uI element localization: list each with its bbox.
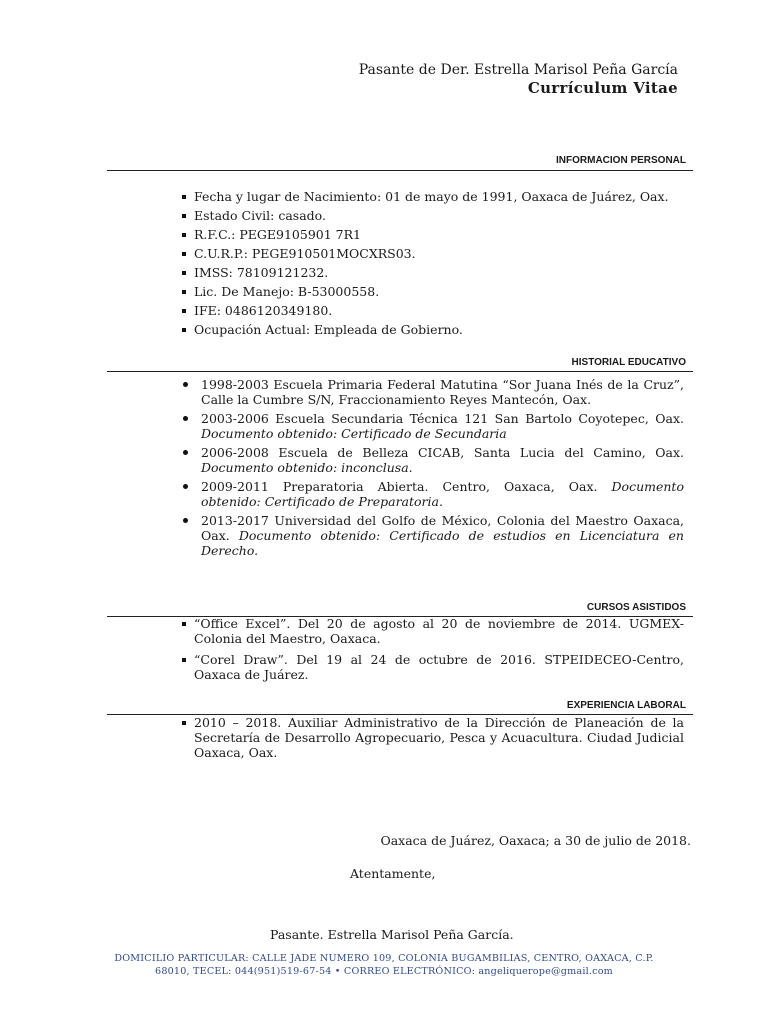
bullet-icon <box>182 233 186 237</box>
bullet-icon <box>182 195 186 199</box>
list-item: R.F.C.: PEGE9105901 7R1 <box>194 227 694 242</box>
bullet-icon <box>183 518 188 523</box>
footer-phone-email: 68010, TECEL: 044(951)519-67-54 • CORREO ELECTRÓNICO: angeliquerope@gmail.com <box>155 966 613 977</box>
header-name: Pasante de Der. Estrella Marisol Peña García <box>358 62 678 78</box>
list-item: IMSS: 78109121232. <box>194 265 694 280</box>
bullet-icon <box>183 484 188 489</box>
list-item: 2010 – 2018. Auxiliar Administrativo de la Dirección de Planeación de la Secretaría de Desarrollo Agropecuario, Pesca y Acuacultura. Ciudad Judicial Oaxaca, Oax. <box>194 715 684 760</box>
bullet-icon <box>182 658 186 662</box>
list-item: 2003-2006 Escuela Secundaria Técnica 121 San Bartolo Coyotepec, Oax. Documento obtenido: Certificado de Secundaria <box>201 411 684 441</box>
footer-address: DOMICILIO PARTICULAR: CALLE JADE NUMERO 109, COLONIA BUGAMBILIAS, CENTRO, OAXACA, C.P. <box>114 953 654 964</box>
section-divider <box>107 170 693 171</box>
list-item: 1998-2003 Escuela Primaria Federal Matutina “Sor Juana Inés de la Cruz”, Calle la Cumbre S/N, Fraccionamiento Reyes Mantecón, Oax. <box>201 377 684 407</box>
list-item: “Office Excel”. Del 20 de agosto al 20 de noviembre de 2014. UGMEX-Colonia del Maestro, Oaxaca. <box>194 616 684 646</box>
closing-regards: Atentamente, <box>350 866 436 881</box>
bullet-icon <box>182 328 186 332</box>
list-item: 2013-2017 Universidad del Golfo de México, Colonia del Maestro Oaxaca, Oax. Documento obtenido: Certificado de estudios en Licenciatura en Derecho. <box>201 513 684 558</box>
footer-contact <box>100 952 668 978</box>
bullet-icon <box>182 252 186 256</box>
experience-list <box>194 715 684 760</box>
bullet-icon <box>182 271 186 275</box>
place-date: Oaxaca de Juárez, Oaxaca; a 30 de julio de 2018. <box>380 833 691 848</box>
courses-list <box>194 616 684 688</box>
list-item: Estado Civil: casado. <box>194 208 694 223</box>
section-divider <box>107 371 693 372</box>
bullet-icon <box>182 290 186 294</box>
bullet-icon <box>182 309 186 313</box>
bullet-icon <box>183 416 188 421</box>
bullet-icon <box>182 622 186 626</box>
bullet-icon <box>182 721 186 725</box>
list-item: C.U.R.P.: PEGE910501MOCXRS03. <box>194 246 694 261</box>
section-heading-education: HISTORIAL EDUCATIVO <box>571 357 686 368</box>
section-heading-experience: EXPERIENCIA LABORAL <box>566 700 686 711</box>
bullet-icon <box>183 382 188 387</box>
list-item: IFE: 0486120349180. <box>194 303 694 318</box>
personal-info-list <box>194 189 694 341</box>
list-item: Ocupación Actual: Empleada de Gobierno. <box>194 322 694 337</box>
list-item: Lic. De Manejo: B-53000558. <box>194 284 694 299</box>
list-item: 2006-2008 Escuela de Belleza CICAB, Santa Lucia del Camino, Oax. Documento obtenido: inconclusa. <box>201 445 684 475</box>
bullet-icon <box>183 450 188 455</box>
education-list <box>201 377 684 562</box>
signature-name: Pasante. Estrella Marisol Peña García. <box>270 927 514 942</box>
section-heading-personal: INFORMACION PERSONAL <box>556 155 686 166</box>
list-item: 2009-2011 Preparatoria Abierta. Centro, Oaxaca, Oax. Documento obtenido: Certificado de Preparatoria. <box>201 479 684 509</box>
section-heading-courses: CURSOS ASISTIDOS <box>586 602 686 613</box>
list-item: Fecha y lugar de Nacimiento: 01 de mayo de 1991, Oaxaca de Juárez, Oax. <box>194 189 694 204</box>
bullet-icon <box>182 214 186 218</box>
document-title: Currículum Vitae <box>527 79 678 97</box>
list-item: “Corel Draw”. Del 19 al 24 de octubre de 2016. STPEIDECEO-Centro, Oaxaca de Juárez. <box>194 652 684 682</box>
